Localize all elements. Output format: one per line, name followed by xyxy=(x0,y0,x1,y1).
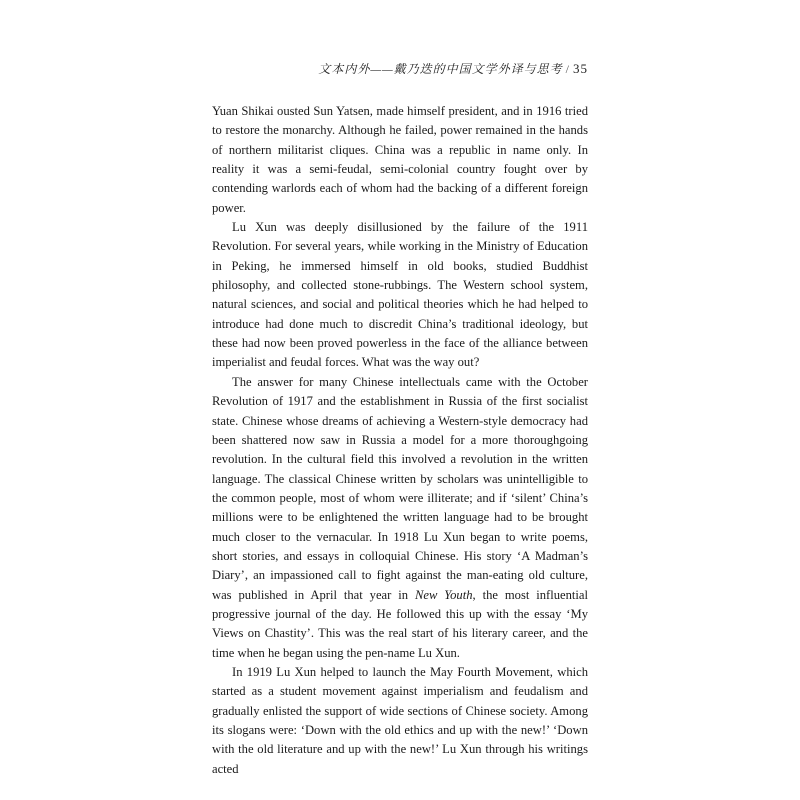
paragraph-text: , the most influential progressive journal of the day. He followed this up with the essay ‘My Views on Chastity’. This was the real start of his literary career, and the time when he began using the pen-name Lu Xun. xyxy=(212,587,589,660)
paragraph: Yuan Shikai ousted Sun Yatsen, made himself president, and in 1916 tried to restore the monarchy. Although he failed, power remained in the hands of northern militarist cliques. China was a republic in name only. In reality it was a semi-feudal, semi-colonial country fought over by contending warlords each of whom had the backing of a different foreign power. xyxy=(212,104,588,215)
running-header xyxy=(212,60,588,77)
paragraph: Lu Xun was deeply disillusioned by the failure of the 1911 Revolution. For several years, while working in the Ministry of Education in Peking, he immersed himself in old books, studied Buddhist philosophy, and collected stone-rubbings. The Western school system, natural sciences, and social and political theories which he had helped to introduce had done much to discredit China’s traditional ideology, but these had now been proved powerless in the face of the alliance between imperialist and feudal forces. What was the way out? xyxy=(212,220,588,370)
journal-title: New Youth xyxy=(414,587,473,602)
paragraph xyxy=(212,373,588,663)
body-text xyxy=(212,102,588,779)
header-separator: / xyxy=(565,62,570,76)
paragraph-text: The answer for many Chinese intellectuals came with the October Revolution of 1917 and the establishment in Russia of the first socialist state. Chinese whose dreams of achieving a Western-style democracy had been shattered now saw in Russia a model for a more thoroughgoing revolution. In the cultural field this involved a revolution in the written language. The classical Chinese written by scholars was unintelligible to the common people, most of whom were illiterate; and if ‘silent’ China’s millions were to be enlightened the written language had to be brought much closer to the vernacular. In 1918 Lu Xun began to write poems, short stories, and essays in colloquial Chinese. His story ‘A Madman’s Diary’, an impassioned call to fight against the man-eating old culture, was published in April that year in xyxy=(212,374,588,602)
page-number: 35 xyxy=(573,61,588,76)
paragraph: In 1919 Lu Xun helped to launch the May Fourth Movement, which started as a student movement against imperialism and feudalism and gradually enlisted the support of wide sections of Chinese society. Among its slogans were: ‘Down with the old ethics and up with the new!’ ‘Down with the old literature and up with the new!’ Lu Xun through his writings acted xyxy=(212,664,588,776)
running-title: 文本内外——戴乃迭的中国文学外译与思考 xyxy=(318,62,563,76)
